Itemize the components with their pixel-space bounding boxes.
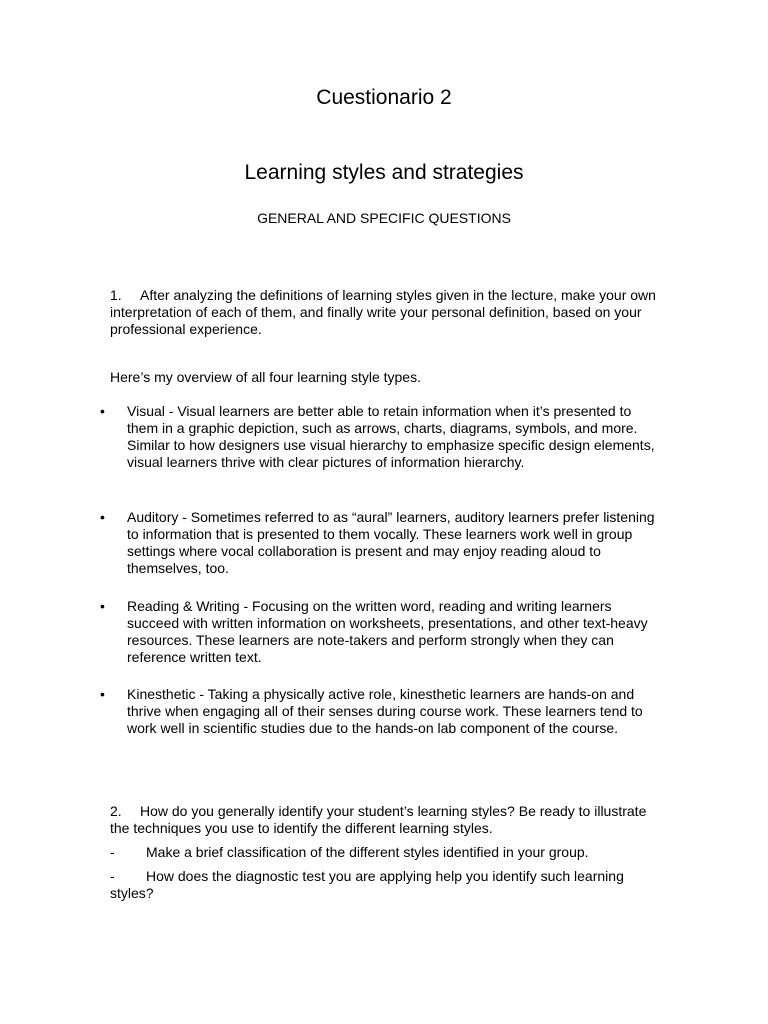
question-2-text: How do you generally identify your student’s learning styles? Be ready to illustrate the techniques you use to identify the different learning styles. [110,803,647,836]
section-heading: GENERAL AND SPECIFIC QUESTIONS [257,210,511,226]
list-item-auditory [100,509,670,577]
list-item-text: Reading & Writing - Focusing on the written word, reading and writing learners succeed with written information on worksheets, presentations, and other text-heavy resources. These learners are note-takers and perform strongly when they can reference written text. [127,598,648,665]
sub-question-1 [110,844,660,861]
sub-question-1-text: Make a brief classification of the different styles identified in your group. [146,844,589,860]
list-item-visual [100,403,670,471]
dash-marker: - [110,844,115,860]
list-item-text: Kinesthetic - Taking a physically active role, kinesthetic learners are hands-on and thrive when engaging all of their senses during course work. These learners tend to work well in scientific studies due to the hands-on lab component of the course. [127,686,643,736]
bullet-icon: • [100,598,105,614]
question-1 [110,287,660,338]
question-1-text: After analyzing the definitions of learning styles given in the lecture, make your own interpretation of each of them, and finally write your personal definition, based on your professional experience. [110,287,656,337]
overview-text: Here’s my overview of all four learning style types. [110,369,421,385]
bullet-icon: • [100,509,105,525]
dash-marker: - [110,868,115,884]
list-item-text: Auditory - Sometimes referred to as “aural” learners, auditory learners prefer listening to information that is presented to them vocally. These learners work well in group settings where vocal collaboration is present and may enjoy reading aloud to themselves, too. [127,509,655,576]
sub-question-2 [110,868,660,902]
bullet-icon: • [100,403,105,419]
document-subtitle: Learning styles and strategies [244,161,524,184]
list-item-kinesthetic [100,686,670,737]
question-2 [110,803,660,837]
list-item-reading-writing [100,598,670,666]
question-1-number: 1. [110,287,122,303]
document-title: Cuestionario 2 [316,86,452,109]
bullet-icon: • [100,686,105,702]
question-2-number: 2. [110,803,122,819]
list-item-text: Visual - Visual learners are better able to retain information when it’s presented to them in a graphic depiction, such as arrows, charts, diagrams, symbols, and more. Similar to how designers use visual hierarchy to emphasize specific design elements, visual learners thrive with clear pictures of information hierarchy. [127,403,655,470]
sub-question-2-text: How does the diagnostic test you are applying help you identify such learning styles? [110,868,624,901]
